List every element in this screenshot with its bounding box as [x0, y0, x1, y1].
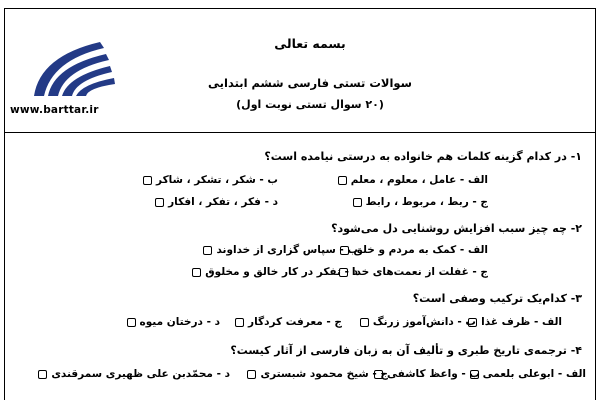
bismillah-heading: بسمه تعالی: [274, 36, 346, 51]
q2-option-b[interactable]: [203, 244, 358, 256]
option-label: د - فکر ، تفکر ، افکار: [168, 196, 278, 208]
checkbox-icon[interactable]: [38, 370, 47, 379]
option-label: ب - دانش‌آموز زرنگ: [372, 316, 476, 328]
option-label: ب - سپاس گزاری از خداوند: [216, 244, 358, 256]
q4-option-a[interactable]: [470, 368, 586, 380]
q1-option-c[interactable]: [353, 196, 488, 208]
q2-option-d[interactable]: [192, 266, 358, 278]
option-label: الف - ظرف غذا: [481, 316, 562, 328]
option-label: د - تفکر در کار خالق و مخلوق: [205, 266, 358, 278]
q3-option-b[interactable]: [360, 316, 476, 328]
checkbox-icon[interactable]: [247, 370, 256, 379]
question-4: ۴- ترجمه‌ی تاریخ طبری و تألیف آن به زبان فارسی از آثار کیست؟: [230, 344, 582, 357]
option-label: ب - واعظ کاشفی: [387, 368, 480, 380]
q4-option-b[interactable]: [374, 368, 480, 380]
option-label: الف - عامل ، معلوم ، معلم: [350, 174, 488, 186]
site-url: www.barttar.ir: [10, 104, 99, 116]
checkbox-icon[interactable]: [235, 318, 244, 327]
q2-option-c[interactable]: [339, 266, 488, 278]
q3-option-d[interactable]: [127, 316, 220, 328]
barttar-logo-icon: [30, 38, 120, 98]
option-label: ج - غفلت از نعمت‌های خدا: [351, 266, 488, 278]
q3-option-a[interactable]: [468, 316, 562, 328]
q2-option-a[interactable]: [340, 244, 488, 256]
header-divider: [4, 132, 596, 133]
checkbox-icon[interactable]: [360, 318, 369, 327]
checkbox-icon[interactable]: [155, 198, 164, 207]
checkbox-icon[interactable]: [143, 176, 152, 185]
page-title: سوالات تستی فارسی ششم ابتدایی: [208, 76, 412, 90]
page-subtitle: (۲۰ سوال تستی نوبت اول): [236, 98, 384, 111]
checkbox-icon[interactable]: [353, 198, 362, 207]
checkbox-icon[interactable]: [203, 246, 212, 255]
q4-option-c[interactable]: [247, 368, 388, 380]
q3-option-c[interactable]: [235, 316, 342, 328]
option-label: د - درختان میوه: [139, 316, 220, 328]
option-label: د - محمّدبن علی ظهیری سمرقندی: [51, 368, 230, 380]
question-2: ۲- چه چیز سبب افزایش روشنایی دل می‌شود؟: [331, 222, 582, 235]
checkbox-icon[interactable]: [192, 268, 201, 277]
q4-option-d[interactable]: [38, 368, 230, 380]
checkbox-icon[interactable]: [127, 318, 136, 327]
question-1: ۱- در کدام گزینه کلمات هم خانواده به درستی نیامده است؟: [264, 150, 582, 163]
option-label: ج - ربط ، مربوط ، رابط: [365, 196, 488, 208]
q1-option-a[interactable]: [338, 174, 488, 186]
option-label: الف - ابوعلی بلعمی: [482, 368, 586, 380]
question-3: ۳- کدام‌یک ترکیب وصفی است؟: [412, 292, 582, 305]
checkbox-icon[interactable]: [338, 176, 347, 185]
option-label: ج - معرفت کردگار: [248, 316, 342, 328]
option-label: ب - شکر ، تشکر ، شاکر: [156, 174, 278, 186]
option-label: ج - شیخ محمود شبستری: [260, 368, 388, 380]
q1-option-d[interactable]: [155, 196, 278, 208]
option-label: الف - کمک به مردم و خلق: [353, 244, 488, 256]
q1-option-b[interactable]: [143, 174, 278, 186]
